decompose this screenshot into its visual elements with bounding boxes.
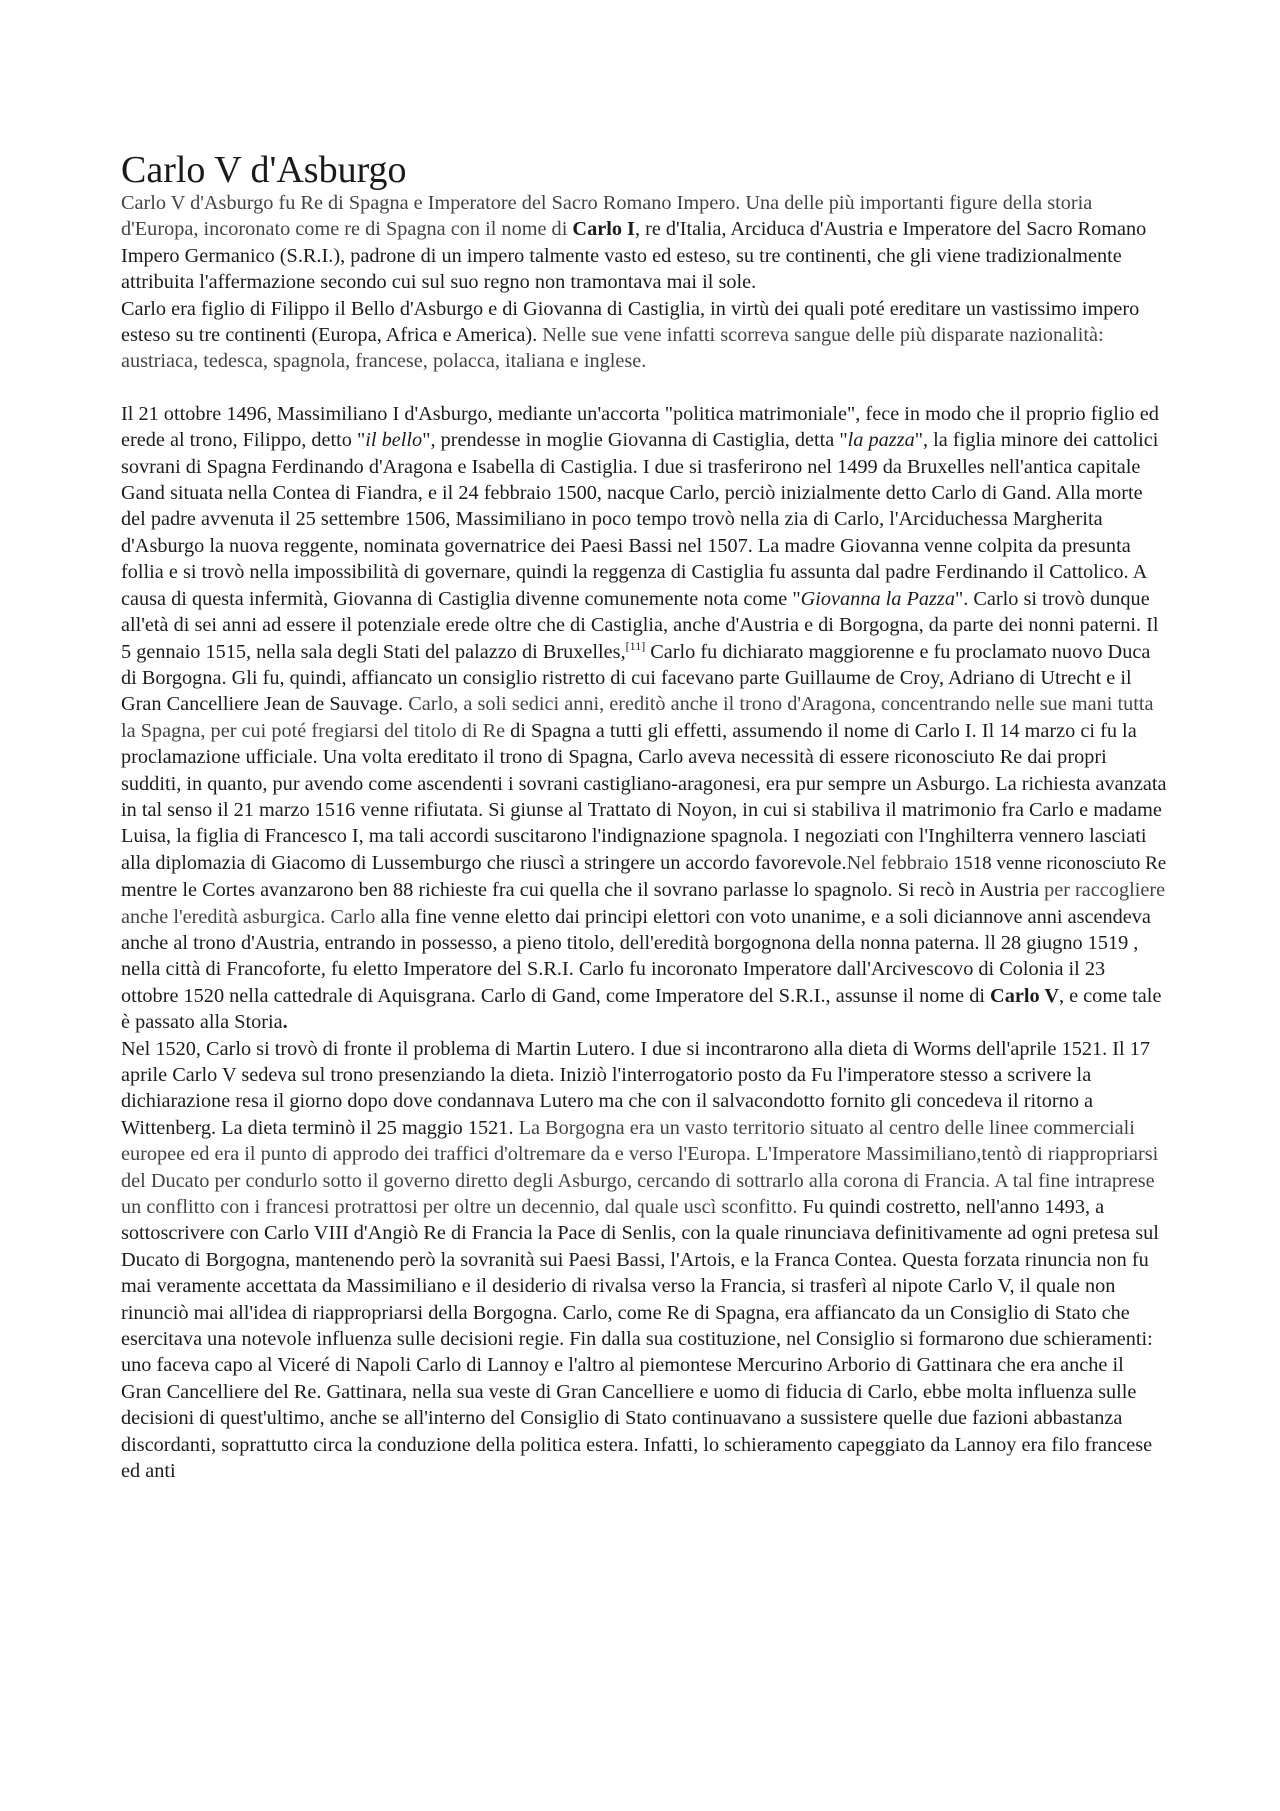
parents-text: Carlo era figlio di Filippo il Bello d'Asburgo e di Giovanna di Castiglia, in virtù dei quali poté ereditare un vastissimo impero esteso su tre continenti (Europa, Africa e America). [121,297,1140,347]
document-title: Carlo V d'Asburgo [121,149,407,191]
life-text-3: ", la figlia minore dei cattolici sovrani di Spagna Ferdinando d'Aragona e Isabella di Castiglia. I due si trasferirono nel 1499 da Bruxelles nell'antica capitale Gand situata nella Contea di Fiandra, e il 24 febbraio 1500, nacque Carlo, perciò inizialmente detto Carlo di Gand. Alla morte del padre avvenuta il 25 settembre 1506, Massimiliano in poco tempo trovò nella zia di Carlo, l'Arciduchessa Margherita d'Asburgo la nuova reggente, nominata governatrice dei Paesi Bassi nel 1507. La madre Giovanna venne colpita da presunta follia e si trovò nella impossibilità di governare, quindi la reggenza di Castiglia fu assunta dal padre Ferdinando il Cattolico. A causa di questa infermità, Giovanna di Castiglia divenne comunemente nota come " [121,429,1159,610]
life-italic-la-pazza: la pazza [847,429,915,452]
life-text-7: mentre le Cortes avanzarono ben 88 richieste fra cui quella che il sovrano parlasse lo spagnolo. Si recò in Austria [121,879,1045,902]
life-text-2: ", prendesse in moglie Giovanna di Castiglia, detta " [422,429,848,452]
life-text-5: Carlo fu dichiarato maggiorenne e fu proclamato nuovo Duca di Borgogna. Gli fu, quindi, affiancato un consiglio ristretto di cui facevano parte Guillaume de Croy, Adriano di Utrecht e il Gran Cancelliere Jean de Sauvage. [121,640,1151,716]
document-page [121,148,1167,1485]
life-text-1: Il 21 ottobre 1496, Massimiliano I d'Asburgo, mediante un'accorta "politica matrimoniale", fece in modo che il proprio figlio ed erede al trono, Filippo, detto " [121,402,1159,452]
life-text-austria: per raccogliere anche l'eredità asburgica. Carlo [121,879,1166,928]
paragraph-life [121,401,1167,1036]
paragraph-luther-burgundy [121,1036,1167,1485]
life-text-9: , e come tale è passato alla Storia [121,984,1162,1034]
council-text: Fu quindi costretto, nell'anno 1493, a sottoscrivere con Carlo VIII d'Angiò Re di Francia la Pace di Senlis, con la quale rinunciava definitivamente ad ogni pretesa sul Ducato di Borgogna, mantenendo però la sovranità sui Paesi Bassi, l'Artois, e la Franca Contea. Questa forzata rinuncia non fu mai veramente accettata da Massimiliano e il desiderio di rivalsa verso la Francia, si trasferì al nipote Carlo V, il quale non rinunciò mai all'idea di riappropriarsi della Borgogna. Carlo, come Re di Spagna, era affiancato da un Consiglio di Stato che esercitava una notevole influenza sulle decisioni regie. Fin dalla sua costituzione, nel Consiglio si formarono due schieramenti: uno faceva capo al Viceré di Napoli Carlo di Lannoy e l'altro al piemontese Mercurino Arborio di Gattinara che era anche il Gran Cancelliere del Re. Gattinara, nella sua veste di Gran Cancelliere e uomo di fiducia di Carlo, ebbe molta influenza sulle decisioni di quest'ultimo, anche se all'interno del Consiglio di Stato continuavano a sussistere quelle due fazioni abbastanza discordanti, soprattutto circa la conduzione della politica estera. Infatti, lo schieramento capeggiato da Lannoy era filo francese ed anti [121,1196,1159,1483]
paragraph-parents [121,296,1167,375]
life-italic-giovanna-la-pazza: Giovanna la Pazza [800,587,955,610]
burgundy-text: La Borgogna era un vasto territorio situato al centro delle linee commerciali europee ed era il punto di approdo dei traffici d'oltremare da e verso l'Europa. L'Imperatore Massimiliano,tentò di riappropriarsi del Ducato per condurlo sotto il governo diretto degli Asburgo, cercando di sottrarlo alla corona di Francia. A tal fine intraprese un conflitto con i francesi protrattosi per oltre un decennio, dal quale uscì sconfitto. [121,1116,1159,1219]
life-text-4: ". Carlo si trovò dunque all'età di sei anni ad essere il potenziale erede oltre che di Castiglia, anche d'Austria e di Borgogna, da parte dei nonni paterni. Il 5 gennaio 1515, nella sala degli Stati del palazzo di Bruxelles, [121,587,1159,663]
intro-bold-carlo-i: Carlo I [572,218,635,241]
paragraph-intro [121,190,1167,296]
life-bold-period: . [282,1011,288,1034]
footnote-ref[interactable]: [11] [625,638,646,653]
life-text-1518: 1518 venne riconosciuto Re [953,852,1167,874]
life-text-aragon: Carlo, a soli sedici anni, ereditò anche il trono d'Aragona, concentrando nelle sue mani tutta la Spagna, per cui poté fregiarsi del titolo di Re [121,693,1154,742]
life-text-6: di Spagna a tutti gli effetti, assumendo il nome di Carlo I. Il 14 marzo ci fu la proclamazione ufficiale. Una volta ereditato il trono di Spagna, Carlo aveva necessità di essere riconosciuto Re dai propri sudditi, in quanto, pur avendo come ascendenti i sovrani castigliano-aragonesi, era pur sempre un Asburgo. La richiesta avanzata in tal senso il 21 marzo 1516 venne rifiutata. Si giunse al Trattato di Noyon, in cui si stabiliva il matrimonio fra Carlo e madame Luisa, la figlia di Francesco I, ma tali accordi suscitarono l'indignazione spagnola. I negoziati con l'Inghilterra vennero lasciati alla diplomazia di Giacomo di Lussemburgo che riuscì a stringere un accordo favorevole. [121,719,1167,874]
life-text-8: alla fine venne eletto dai principi elettori con voto unanime, e a soli diciannove anni ascendeva anche al trono d'Austria, entrando in possesso, a pieno titolo, dell'eredità borgognona della nonna paterna. ll 28 giugno 1519 , nella città di Francoforte, fu eletto Imperatore del S.R.I. Carlo fu incoronato Imperatore dall'Arcivescovo di Colonia il 23 ottobre 1520 nella cattedrale di Aquisgrana. Carlo di Gand, come Imperatore del S.R.I., assunse il nome di [121,905,1151,1007]
luther-text: Nel 1520, Carlo si trovò di fronte il problema di Martin Lutero. I due si incontrarono alla dieta di Worms dell'aprile 1521. Il 17 aprile Carlo V sedeva sul trono presenziando la dieta. Iniziò l'interrogatorio posto da Fu l'imperatore stesso a scrivere la dichiarazione resa il giorno dopo dove condannava Lutero ma che con il salvacondotto fornito gli concedeva il ritorno a Wittenberg. La dieta terminò il 25 maggio 1521. [121,1037,1150,1139]
life-italic-il-bello: il bello [365,429,423,452]
parents-text-bloodline: Nelle sue vene infatti scorreva sangue delle più disparate nazionalità: austriaca, tedesca, spagnola, francese, polacca, italiana e inglese. [121,324,1104,373]
intro-text-start: Carlo V d'Asburgo fu Re di Spagna e Imperatore del Sacro Romano Impero. Una delle più importanti figure della storia d'Europa, incoronato come re di Spagna con il nome di [121,192,1093,241]
life-bold-carlo-v: Carlo V [990,984,1059,1007]
life-text-feb: Nel febbraio [846,851,954,874]
intro-text-end: , re d'Italia, Arciduca d'Austria e Imperatore del Sacro Romano Impero Germanico (S.R.I.), padrone di un impero talmente vasto ed esteso, su tre continenti, che gli viene tradizionalmente attribuita l'affermazione secondo cui sul suo regno non tramontava mai il sole. [121,218,1147,294]
